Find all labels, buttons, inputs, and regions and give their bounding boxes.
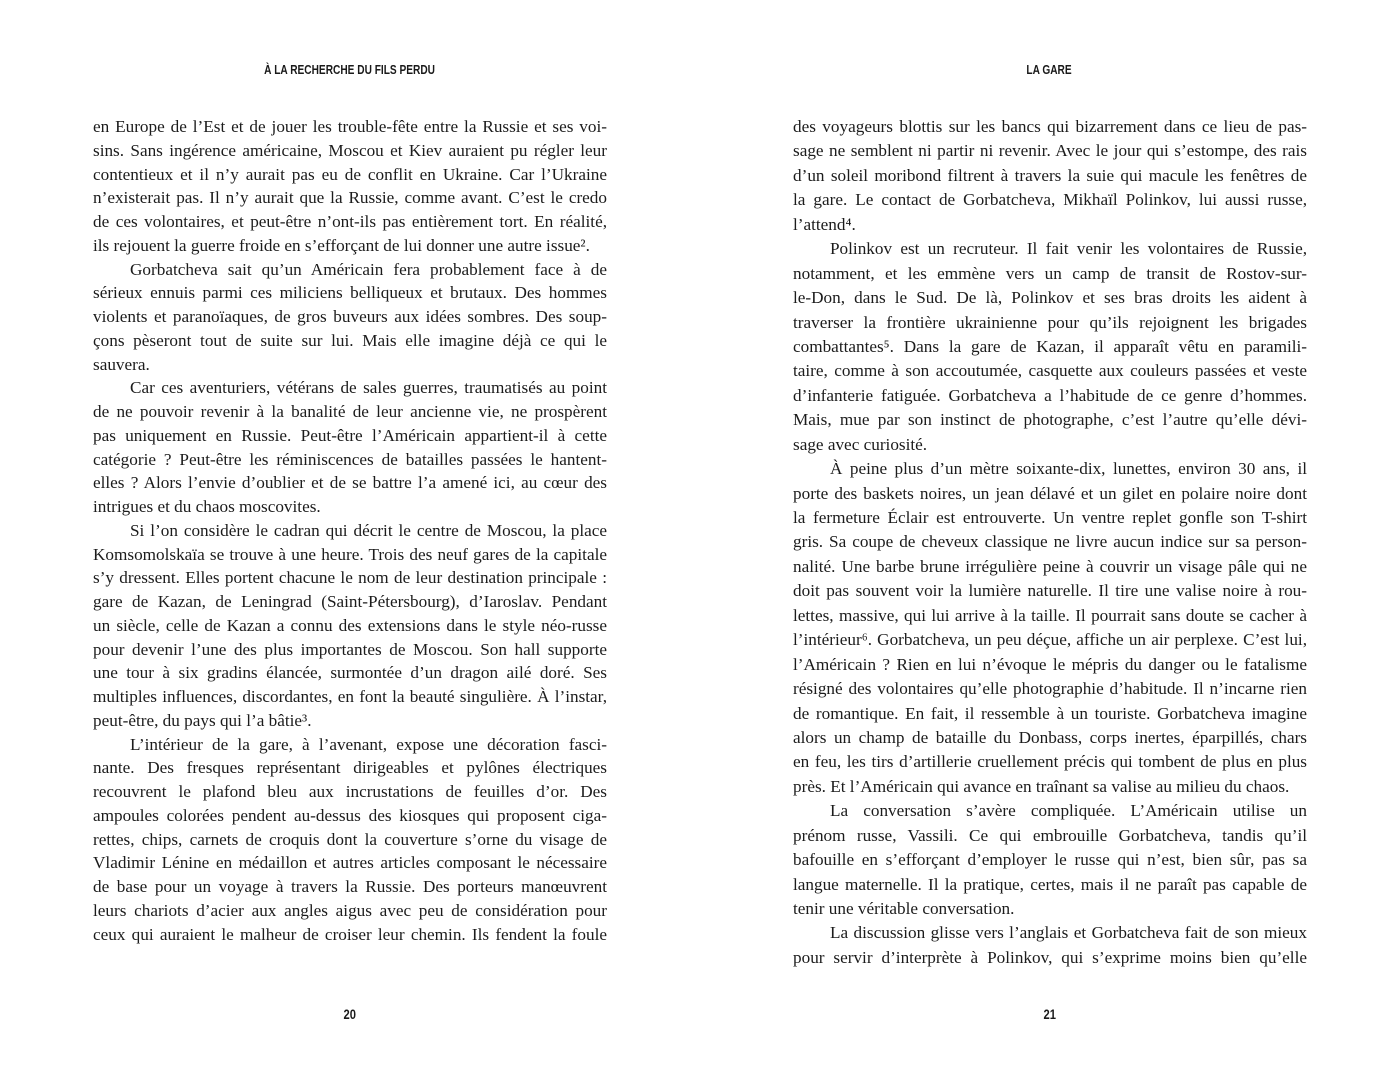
right-page [700,0,1399,1073]
paragraph [793,457,1307,799]
paragraph [793,237,1307,457]
text-line: elles ? Alors l’envie d’oublier et de se battre l’a amené ici, au cœur des [93,473,607,493]
text-line: taire, comme à son accoutumée, casquette aux couleurs passées et veste [793,361,1307,381]
text-line: en Europe de l’Est et de jouer les trouble-fête entre la Russie et ses voi- [93,117,607,136]
text-line: langue maternelle. Il la pratique, certes, mais il ne paraît pas capable de [793,874,1307,894]
text-line: ampoules colorées pendent au-dessus des kiosques qui proposent ciga- [93,805,607,825]
paragraph [93,258,607,377]
text-line: la gare. Le contact de Gorbatcheva, Mikhaïl Polinkov, lui aussi russe, [793,190,1307,210]
text-line: multiples influences, discordantes, en font la beauté singulière. À l’instar, [93,687,607,706]
text-line: Mais, mue par son instinct de photographe, c’est l’autre qu’elle dévi- [793,410,1307,430]
text-line: d’infanterie fatiguée. Gorbatcheva a l’habitude de ce genre d’hommes. [793,385,1307,405]
running-head: À LA RECHERCHE DU FILS PERDU [264,62,435,77]
text-line: peut-être, du pays qui l’a bâtie³. [93,710,312,730]
text-line: nalité. Une barbe brune irrégulière peine à couvrir un visage pâle qui ne [793,556,1307,576]
text-line: des voyageurs blottis sur les bancs qui bizarrement dans ce lieu de pas- [793,117,1307,136]
page-number: 20 [343,1006,356,1022]
text-line: sérieux ennuis parmi ces miliciens belliqueux et brutaux. Des hommes [93,283,607,303]
text-line: traverser la frontière ukrainienne pour qu’ils rejoignent les brigades [793,312,1307,332]
text-line: lettes, massive, qui lui arrive à la taille. Il pourrait sans doute se cacher à [793,605,1307,625]
text-line: s’y dressent. Elles portent chacune le nom de leur destination principale : [93,568,607,588]
text-line: combattantes⁵. Dans la gare de Kazan, il apparaît vêtu en paramili- [793,336,1307,356]
text-line: rettes, chips, carnets de croquis dont la couverture s’orne du visage de [93,829,607,849]
text-line: sins. Sans ingérence américaine, Moscou et Kiev auraient pu régler leur [93,140,607,160]
text-line: de romantique. En fait, il ressemble à un touriste. Gorbatcheva imagine [793,703,1307,723]
paragraph [793,921,1307,970]
text-line: prénom russe, Vassili. Ce qui embrouille Gorbatcheva, tandis qu’il [793,825,1307,845]
text-line: un siècle, celle de Kazan a connu des extensions dans le style néo-russe [93,615,607,635]
text-line: n’existerait pas. Il n’y aurait que la Russie, comme avant. C’est le credo [93,188,607,208]
paragraph [793,115,1307,237]
text-line: pas uniquement en Russie. Peut-être l’Américain appartient-il à cette [93,425,607,445]
text-line: ceux qui auraient le malheur de croiser leur chemin. Ils fendent la foule [93,924,607,944]
paragraph [93,115,607,258]
text-line: le-Don, dans le Sud. De là, Polinkov et ses bras droits les aident à [793,288,1307,308]
text-line: leurs chariots d’acier aux angles aigus avec peu de considération pour [93,900,607,920]
text-line: gare de Kazan, de Leningrad (Saint-Pétersbourg), d’Iaroslav. Pendant [93,592,607,611]
text-line: sauvera. [93,354,150,374]
text-line: L’intérieur de la gare, à l’avenant, expose une décoration fasci- [130,734,607,754]
text-line: Si l’on considère le cadran qui décrit le centre de Moscou, la place [130,520,607,540]
body-text [93,115,607,946]
text-line: bafouille en s’efforçant d’employer le russe qui n’est, bien sûr, pas sa [793,850,1307,870]
text-line: l’attend⁴. [793,214,856,234]
text-line: La discussion glisse vers l’anglais et Gorbatcheva fait de son mieux [830,923,1307,943]
text-line: d’un soleil moribond filtrent à travers la suie qui macule les fenêtres de [793,165,1307,185]
text-line: de ne pouvoir revenir à la banalité de leur ancienne vie, ne prospèrent [93,402,607,421]
text-line: alors un champ de bataille du Donbass, corps inertes, éparpillés, chars [793,727,1307,747]
text-line: doit pas souvent voir la lumière naturelle. Il tire une valise noire à rou- [793,581,1307,601]
text-line: çons pèseront tout de suite sur lui. Mais elle imagine déjà ce qui le [93,330,607,350]
text-line: Vladimir Lénine en médaillon et autres articles composant le nécessaire [93,853,607,873]
paragraph [793,799,1307,921]
text-line: de base pour un voyage à travers la Russie. Des porteurs manœuvrent [93,877,607,896]
text-line: de ces volontaires, et peut-être n’ont-ils pas entièrement tort. En réalité, [93,212,607,231]
text-line: catégorie ? Peut-être les réminiscences de batailles passées le hantent- [93,449,607,469]
text-line: recouvrent le plafond bleu aux incrustations de feuilles d’or. Des [93,782,607,801]
body-text [793,115,1307,970]
text-line: La conversation s’avère compliquée. L’Américain utilise un [830,801,1307,821]
page-number: 21 [1043,1006,1056,1022]
text-line: notamment, et les emmène vers un camp de transit de Rostov-sur- [793,263,1307,283]
text-line: sage avec curiosité. [793,434,928,454]
text-line: porte des baskets noires, un jean délavé et un gilet en polaire noire dont [793,483,1307,503]
text-line: nante. Des fresques représentant dirigeables et pylônes électriques [93,758,607,778]
text-line: l’intérieur⁶. Gorbatcheva, un peu déçue, affiche un air perplexe. C’est lui, [793,630,1307,650]
text-line: tenir une véritable conversation. [793,899,1015,918]
text-line: pour devenir l’une des plus importantes de Moscou. Son hall supporte [93,639,607,659]
text-line: intrigues et du chaos moscovites. [93,497,321,516]
paragraph [93,519,607,733]
paragraph [93,376,607,519]
text-line: résigné des volontaires qu’elle photographie d’habitude. Il n’incarne rien [793,679,1307,699]
text-line: pour servir d’interprète à Polinkov, qui s’exprime moins bien qu’elle [793,947,1307,967]
text-line: ils rejouent la guerre froide en s’efforçant de lui donner une autre issue². [93,235,590,255]
text-line: contentieux et il n’y aurait pas eu de conflit en Ukraine. Car l’Ukraine [93,164,607,184]
text-line: une tour à six gradins élancée, surmontée d’un dragon ailé doré. Ses [93,663,607,683]
text-line: violents et paranoïaques, de gros buveurs aux idées sombres. Des soup- [93,307,607,326]
running-head: LA GARE [1026,62,1073,77]
text-line: Komsomolskaïa se trouve à une heure. Trois des neuf gares de la capitale [93,544,607,564]
text-line: près. Et l’Américain qui avance en traînant sa valise au milieu du chaos. [793,776,1290,796]
text-line: gris. Sa coupe de cheveux classique ne livre aucun indice sur sa person- [793,532,1307,552]
text-line: Gorbatcheva sait qu’un Américain fera probablement face à de [130,259,607,279]
text-line: la fermeture Éclair est entrouverte. Un ventre replet gonfle son T-shirt [793,508,1307,527]
text-line: Car ces aventuriers, vétérans de sales guerres, traumatisés au point [130,378,607,398]
paragraph [93,733,607,947]
text-line: À peine plus d’un mètre soixante-dix, lunettes, environ 30 ans, il [830,459,1307,479]
text-line: l’Américain ? Rien en lui n’évoque le mépris du danger ou le fatalisme [793,654,1307,674]
left-page [0,0,699,1073]
text-line: en feu, les tirs d’artillerie cruellement précis qui tombent de plus en plus [793,752,1307,772]
text-line: Polinkov est un recruteur. Il fait venir les volontaires de Russie, [830,239,1307,259]
text-line: sage ne semblent ni partir ni revenir. Avec le jour qui s’estompe, des rais [793,141,1307,161]
